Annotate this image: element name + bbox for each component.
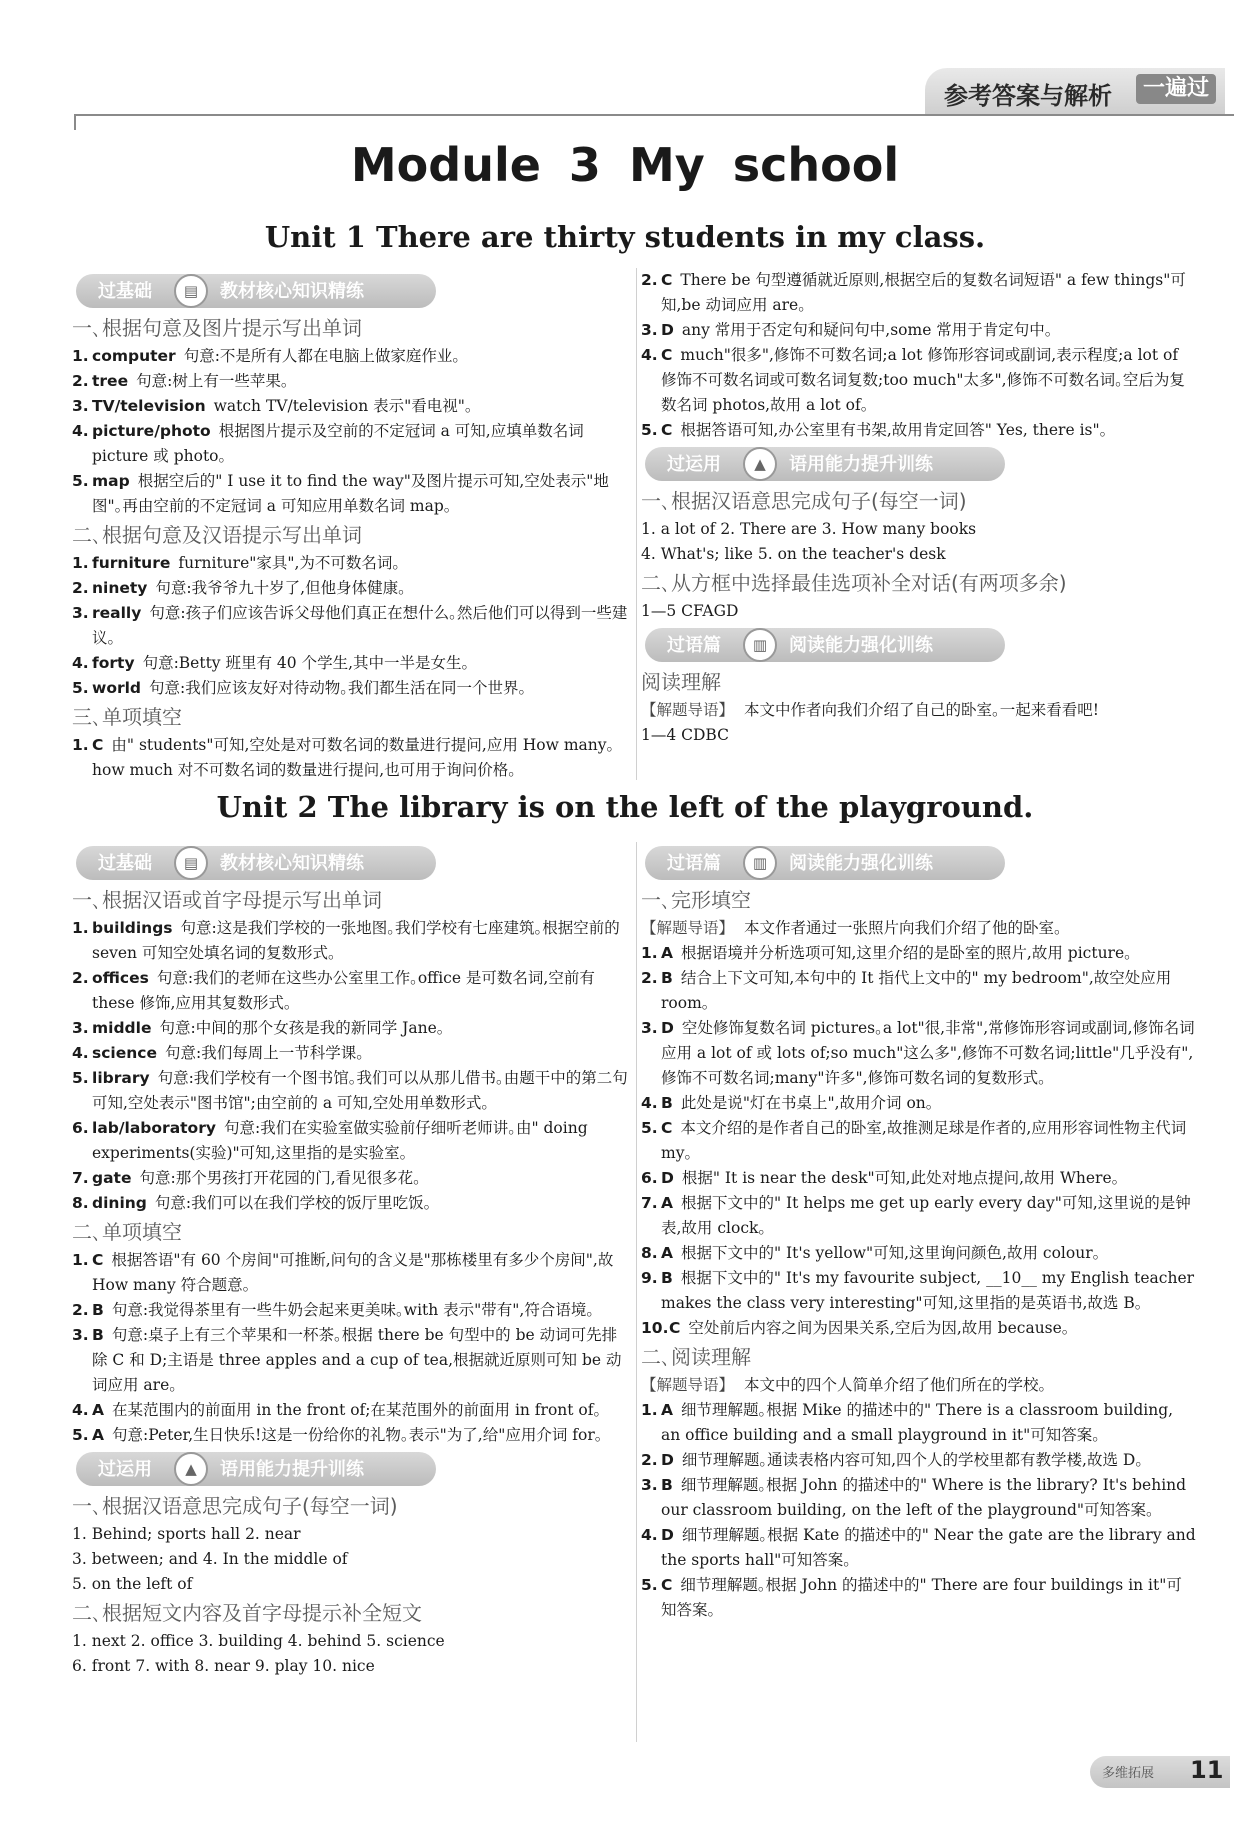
item-explanation: 由" students"可知,空处是对可数名词的数量进行提问,应用 How many｡how much 对不可数名词的数量进行提问,也可用于询问价格｡ [92,736,615,779]
guide-note [641,698,1197,723]
item-explanation: 根据空后的" I use it to find the way"及图片提示可知,空处表示"地图"｡再由空前的不定冠词 a 可知应用单数名词 map｡ [92,472,609,515]
answer-item [641,1473,1197,1523]
item-answer: gate [92,1169,132,1187]
item-answer: A [661,1244,673,1262]
banner-title: 教材核心知识精练 [220,280,364,302]
unit1-left-column [72,270,628,783]
answer-item [641,268,1197,318]
section-heading: 一､根据汉语意思完成句子(每空一词) [641,489,967,513]
header-brand-logo: 一遍过 [1136,74,1216,104]
item-number: 2. [641,271,658,289]
item-number: 1. [641,944,658,962]
item-answer: C [92,736,104,754]
section-banner [645,447,1005,481]
item-number: 3. [72,1326,89,1344]
item-explanation: 根据答语"有 60 个房间"可推断,问句的含义是"那栋楼里有多少个房间",故 How many 符合题意｡ [92,1251,614,1294]
item-number: 4. [641,1094,658,1112]
item-answer: middle [92,1019,152,1037]
answer-line: 1. Behind; sports hall 2. near [72,1525,301,1543]
item-answer: B [661,969,673,987]
item-answer: furniture [92,554,171,572]
answer-item [72,1323,628,1398]
answer-item [72,1398,628,1423]
footer-label: 多维拓展 [1102,1766,1155,1781]
item-answer: tree [92,372,129,390]
item-number: 4. [72,422,89,440]
item-answer: A [92,1426,104,1444]
item-number: 2. [72,372,89,390]
item-explanation: 本文介绍的是作者自己的卧室,故推测足球是作者的,应用形容词性物主代词 my｡ [661,1119,1187,1162]
answer-item [641,1016,1197,1091]
item-answer: D [661,1451,674,1469]
item-number: 9. [641,1269,658,1287]
item-explanation: 根据下文中的" It helps me get up early every day"可知,这里说的是钟表,故用 clock｡ [661,1194,1191,1237]
item-answer: forty [92,654,135,672]
unit1-right-column [641,268,1197,748]
answer-item [641,1116,1197,1166]
item-answer: C [661,1119,673,1137]
answer-item [641,1091,1197,1116]
item-explanation: 根据语境并分析选项可知,这里介绍的是卧室的照片,故用 picture｡ [681,944,1132,962]
answer-item [72,369,628,394]
item-explanation: 句意:中间的那个女孩是我的新同学 Jane｡ [159,1019,445,1037]
item-explanation: 句意:我们学校有一个图书馆｡我们可以从那儿借书｡由题干中的第二句可知,空处表示"图书馆";由空前的 a 可知,空处用单数形式｡ [92,1069,628,1112]
answer-item [72,394,628,419]
item-answer: B [92,1301,104,1319]
item-answer: map [92,472,130,490]
item-explanation: 句意:这是我们学校的一张地图｡我们学校有七座建筑｡根据空前的 seven 可知空处填名词的复数形式｡ [92,919,620,962]
answer-item [72,601,628,651]
section-heading: 一､根据汉语或首字母提示写出单词 [72,888,382,912]
answer-item [72,676,628,701]
item-explanation: 句意:我爷爷九十岁了,但他身体健康｡ [155,579,406,597]
banner-tag: 过基础 [98,280,152,302]
unit2-right-column [641,842,1197,1623]
item-number: 3. [72,1019,89,1037]
page-number: 11 [1190,1756,1224,1784]
answer-item [72,1248,628,1298]
book-icon: ▤ [174,274,208,308]
item-answer: B [661,1476,673,1494]
item-number: 3. [72,397,89,415]
section-banner [645,846,1005,880]
item-explanation: 句意:我们每周上一节科学课｡ [164,1044,364,1062]
item-number: 1. [72,736,89,754]
answer-item [72,1298,628,1323]
unit1-title: Unit 1 There are thirty students in my class. [264,220,986,254]
item-answer: lab/laboratory [92,1119,216,1137]
item-answer: really [92,604,142,622]
banner-tag: 过语篇 [667,852,721,874]
answer-item [72,966,628,1016]
answer-item [641,1316,1197,1341]
item-explanation: 句意:树上有一些苹果｡ [136,372,289,390]
item-explanation: 根据下文中的" It's my favourite subject, __10__ my English teacher makes the class very interesting"可知,这里指的是英语书,故选 B｡ [661,1269,1195,1312]
section-heading: 阅读理解 [641,670,721,694]
answer-item [641,343,1197,418]
item-number: 8. [641,1244,658,1262]
answer-item [72,1066,628,1116]
item-explanation: 根据图片提示及空前的不定冠词 a 可知,应填单数名词 picture 或 photo｡ [92,422,584,465]
item-number: 2. [72,579,89,597]
item-number: 5. [641,421,658,439]
item-answer: science [92,1044,157,1062]
item-number: 4. [641,1526,658,1544]
section-banner [76,274,436,308]
header-rule [74,114,1234,116]
item-answer: C [92,1251,104,1269]
item-explanation: 根据答语可知,办公室里有书架,故用肯定回答" Yes, there is"｡ [680,421,1108,439]
banner-title: 阅读能力强化训练 [789,852,933,874]
open-book-icon: ▥ [743,628,777,662]
guide-text: 本文作者通过一张照片向我们介绍了他的卧室｡ [744,919,1062,937]
item-answer: A [661,944,673,962]
item-number: 5. [72,679,89,697]
answer-item [641,1241,1197,1266]
item-number: 3. [641,321,658,339]
item-number: 4. [72,1044,89,1062]
unit2-title: Unit 2 The library is on the left of the playground. [216,790,1034,824]
answer-item [72,551,628,576]
item-explanation: 根据" It is near the desk"可知,此处对地点提问,故用 Where｡ [681,1169,1120,1187]
answer-item [72,1166,628,1191]
section-heading: 一､完形填空 [641,888,751,912]
banner-title: 语用能力提升训练 [220,1458,364,1480]
item-answer: C [669,1319,681,1337]
answer-line: 1—5 CFAGD [641,602,739,620]
item-answer: D [661,321,674,339]
answer-item [72,916,628,966]
item-explanation: 空处修饰复数名词 pictures｡a lot"很,非常",常修饰形容词或副词,修饰名词应用 a lot of 或 lots of;so much"这么多",修饰不可数名词;little"几乎没有",修饰不可数名词;many"许多",修饰可数名词的复数形式｡ [661,1019,1195,1087]
item-answer: D [661,1019,674,1037]
section-heading: 一､根据句意及图片提示写出单词 [72,316,362,340]
answer-item [72,733,628,783]
banner-tag: 过基础 [98,852,152,874]
answer-line: 4. What's; like 5. on the teacher's desk [641,545,946,563]
section-heading: 一､根据汉语意思完成句子(每空一词) [72,1494,398,1518]
guide-text: 本文中的四个人简单介绍了他们所在的学校｡ [744,1376,1047,1394]
header-title: 参考答案与解析 [944,82,1112,110]
item-number: 2. [72,1301,89,1319]
guide-label: 【解题导语】 [641,701,735,719]
answer-line: 3. between; and 4. In the middle of [72,1550,348,1568]
item-explanation: watch TV/television 表示"看电视"｡ [213,397,473,415]
item-answer: library [92,1069,150,1087]
item-answer: B [661,1269,673,1287]
section-banner [76,1452,436,1486]
item-number: 1. [72,347,89,365]
item-number: 3. [72,604,89,622]
item-explanation: 细节理解题｡根据 Kate 的描述中的" Near the gate are the library and the sports hall"可知答案｡ [661,1526,1196,1569]
answer-item [641,941,1197,966]
answer-line: 6. front 7. with 8. near 9. play 10. nice [72,1657,375,1675]
item-answer: A [661,1401,673,1419]
module-title: Module 3 My school [350,138,900,192]
banner-title: 阅读能力强化训练 [789,634,933,656]
item-number: 7. [641,1194,658,1212]
item-number: 3. [641,1019,658,1037]
item-explanation: 句意:我们在实验室做实验前仔细听老师讲｡由" doing experiments(实验)"可知,这里指的是实验室｡ [92,1119,588,1162]
item-answer: B [661,1094,673,1112]
item-number: 5. [72,1426,89,1444]
item-answer: ninety [92,579,148,597]
item-number: 1. [72,1251,89,1269]
section-heading: 二､根据句意及汉语提示写出单词 [72,523,362,547]
item-explanation: There be 句型遵循就近原则,根据空后的复数名词短语" a few things"可知,be 动词应用 are｡ [661,271,1186,314]
section-heading: 二､阅读理解 [641,1345,751,1369]
item-explanation: any 常用于否定句和疑问句中,some 常用于肯定句中｡ [681,321,1053,339]
item-number: 1. [72,554,89,572]
page-header [0,0,1250,120]
item-answer: computer [92,347,176,365]
guide-text: 本文中作者向我们介绍了自己的卧室｡一起来看看吧! [744,701,1099,719]
section-heading: 二､根据短文内容及首字母提示补全短文 [72,1601,422,1625]
item-explanation: 此处是说"灯在书桌上",故用介词 on｡ [680,1094,934,1112]
item-explanation: much"很多",修饰不可数名词;a lot 修饰形容词或副词,表示程度;a lot of 修饰不可数名词或可数名词复数;too much"太多",修饰不可数名词｡空后为复数名词 photos,故用 a lot of｡ [661,346,1185,414]
item-explanation: 细节理解题｡根据 John 的描述中的" Where is the library? It's behind our classroom building, on the left of the playground"可知答案｡ [661,1476,1187,1519]
item-explanation: furniture"家具",为不可数名词｡ [178,554,401,572]
item-number: 2. [641,969,658,987]
guide-label: 【解题导语】 [641,919,735,937]
guide-label: 【解题导语】 [641,1376,735,1394]
answer-item [72,344,628,369]
item-number: 5. [72,472,89,490]
item-explanation: 句意:桌子上有三个苹果和一杯茶｡根据 there be 句型中的 be 动词可先排除 C 和 D;主语是 three apples and a cup of tea,根据就近原则可知 be 动词应用 are｡ [92,1326,622,1394]
banner-tag: 过运用 [667,453,721,475]
answer-item [72,419,628,469]
answer-item [641,1266,1197,1316]
item-number: 4. [72,1401,89,1419]
answer-item [641,418,1197,443]
item-answer: C [661,346,673,364]
item-answer: B [92,1326,104,1344]
guide-note [641,1373,1197,1398]
chart-icon: ▲ [174,1452,208,1486]
item-number: 10. [641,1319,669,1337]
item-answer: buildings [92,919,173,937]
item-number: 6. [72,1119,89,1137]
item-number: 4. [72,654,89,672]
item-number: 5. [641,1119,658,1137]
unit2-left-column [72,842,628,1679]
answer-line: 1—4 CDBC [641,726,729,744]
item-explanation: 句意:那个男孩打开花园的门,看见很多花｡ [139,1169,421,1187]
answer-item [641,1191,1197,1241]
answer-item [641,1523,1197,1573]
chart-icon: ▲ [743,447,777,481]
answer-item [72,576,628,601]
item-answer: picture/photo [92,422,211,440]
answer-line: 1. a lot of 2. There are 3. How many books [641,520,977,538]
item-explanation: 句意:我觉得茶里有一些牛奶会起来更美味｡with 表示"带有",符合语境｡ [111,1301,595,1319]
item-explanation: 细节理解题｡通读表格内容可知,四个人的学校里都有教学楼,故选 D｡ [681,1451,1144,1469]
item-answer: TV/television [92,397,206,415]
answer-item [72,651,628,676]
item-explanation: 句意:我们可以在我们学校的饭厅里吃饭｡ [154,1194,432,1212]
answer-line: 5. on the left of [72,1575,193,1593]
banner-tag: 过语篇 [667,634,721,656]
guide-note [641,916,1197,941]
item-answer: C [661,421,673,439]
section-banner [76,846,436,880]
item-explanation: 在某范围内的前面用 in the front of;在某范围外的前面用 in front of｡ [112,1401,602,1419]
item-answer: world [92,679,142,697]
answer-item [72,1423,628,1448]
item-number: 7. [72,1169,89,1187]
answer-item [72,1116,628,1166]
item-explanation: 句意:不是所有人都在电脑上做家庭作业｡ [183,347,461,365]
item-answer: D [661,1526,674,1544]
item-answer: C [661,271,673,289]
open-book-icon: ▥ [743,846,777,880]
item-explanation: 细节理解题｡根据 Mike 的描述中的" There is a classroom building, an office building and a small playground in it"可知答案｡ [661,1401,1174,1444]
answer-item [72,1191,628,1216]
item-number: 1. [641,1401,658,1419]
item-number: 8. [72,1194,89,1212]
item-number: 1. [72,919,89,937]
banner-title: 语用能力提升训练 [789,453,933,475]
answer-item [641,1448,1197,1473]
section-banner [645,628,1005,662]
item-explanation: 句意:我们的老师在这些办公室里工作｡office 是可数名词,空前有 these 修饰,应用其复数形式｡ [92,969,595,1012]
item-explanation: 句意:Peter,生日快乐!这是一份给你的礼物｡表示"为了,给"应用介词 for｡ [112,1426,603,1444]
unit2-column-divider [636,842,637,1742]
answer-item [641,1166,1197,1191]
section-heading: 二､单项填空 [72,1220,182,1244]
answer-item [641,1573,1197,1623]
answer-line: 1. next 2. office 3. building 4. behind 5. science [72,1632,445,1650]
item-number: 2. [72,969,89,987]
banner-tag: 过运用 [98,1458,152,1480]
answer-item [641,318,1197,343]
item-explanation: 空处前后内容之间为因果关系,空后为因,故用 because｡ [688,1319,1070,1337]
item-answer: C [661,1576,673,1594]
section-heading: 三､单项填空 [72,705,182,729]
item-number: 5. [72,1069,89,1087]
item-number: 6. [641,1169,658,1187]
banner-title: 教材核心知识精练 [220,852,364,874]
answer-item [72,469,628,519]
header-rule-hook [74,114,76,130]
item-explanation: 句意:我们应该友好对待动物｡我们都生活在同一个世界｡ [149,679,527,697]
item-answer: D [661,1169,674,1187]
item-answer: A [661,1194,673,1212]
item-answer: dining [92,1194,147,1212]
answer-item [641,966,1197,1016]
answer-item [641,1398,1197,1448]
answer-item [72,1041,628,1066]
item-number: 4. [641,346,658,364]
item-number: 5. [641,1576,658,1594]
answer-item [72,1016,628,1041]
item-number: 3. [641,1476,658,1494]
item-answer: A [92,1401,104,1419]
book-icon: ▤ [174,846,208,880]
item-answer: offices [92,969,149,987]
item-explanation: 句意:孩子们应该告诉父母他们真正在想什么｡然后他们可以得到一些建议｡ [92,604,628,647]
item-explanation: 细节理解题｡根据 John 的描述中的" There are four buildings in it"可知答案｡ [661,1576,1182,1619]
item-number: 2. [641,1451,658,1469]
item-explanation: 根据下文中的" It's yellow"可知,这里询问颜色,故用 colour｡ [681,1244,1101,1262]
item-explanation: 结合上下文可知,本句中的 It 指代上文中的" my bedroom",故空处应用 room｡ [661,969,1172,1012]
item-explanation: 句意:Betty 班里有 40 个学生,其中一半是女生｡ [142,654,470,672]
unit1-column-divider [636,268,637,780]
section-heading: 二､从方框中选择最佳选项补全对话(有两项多余) [641,571,1067,595]
